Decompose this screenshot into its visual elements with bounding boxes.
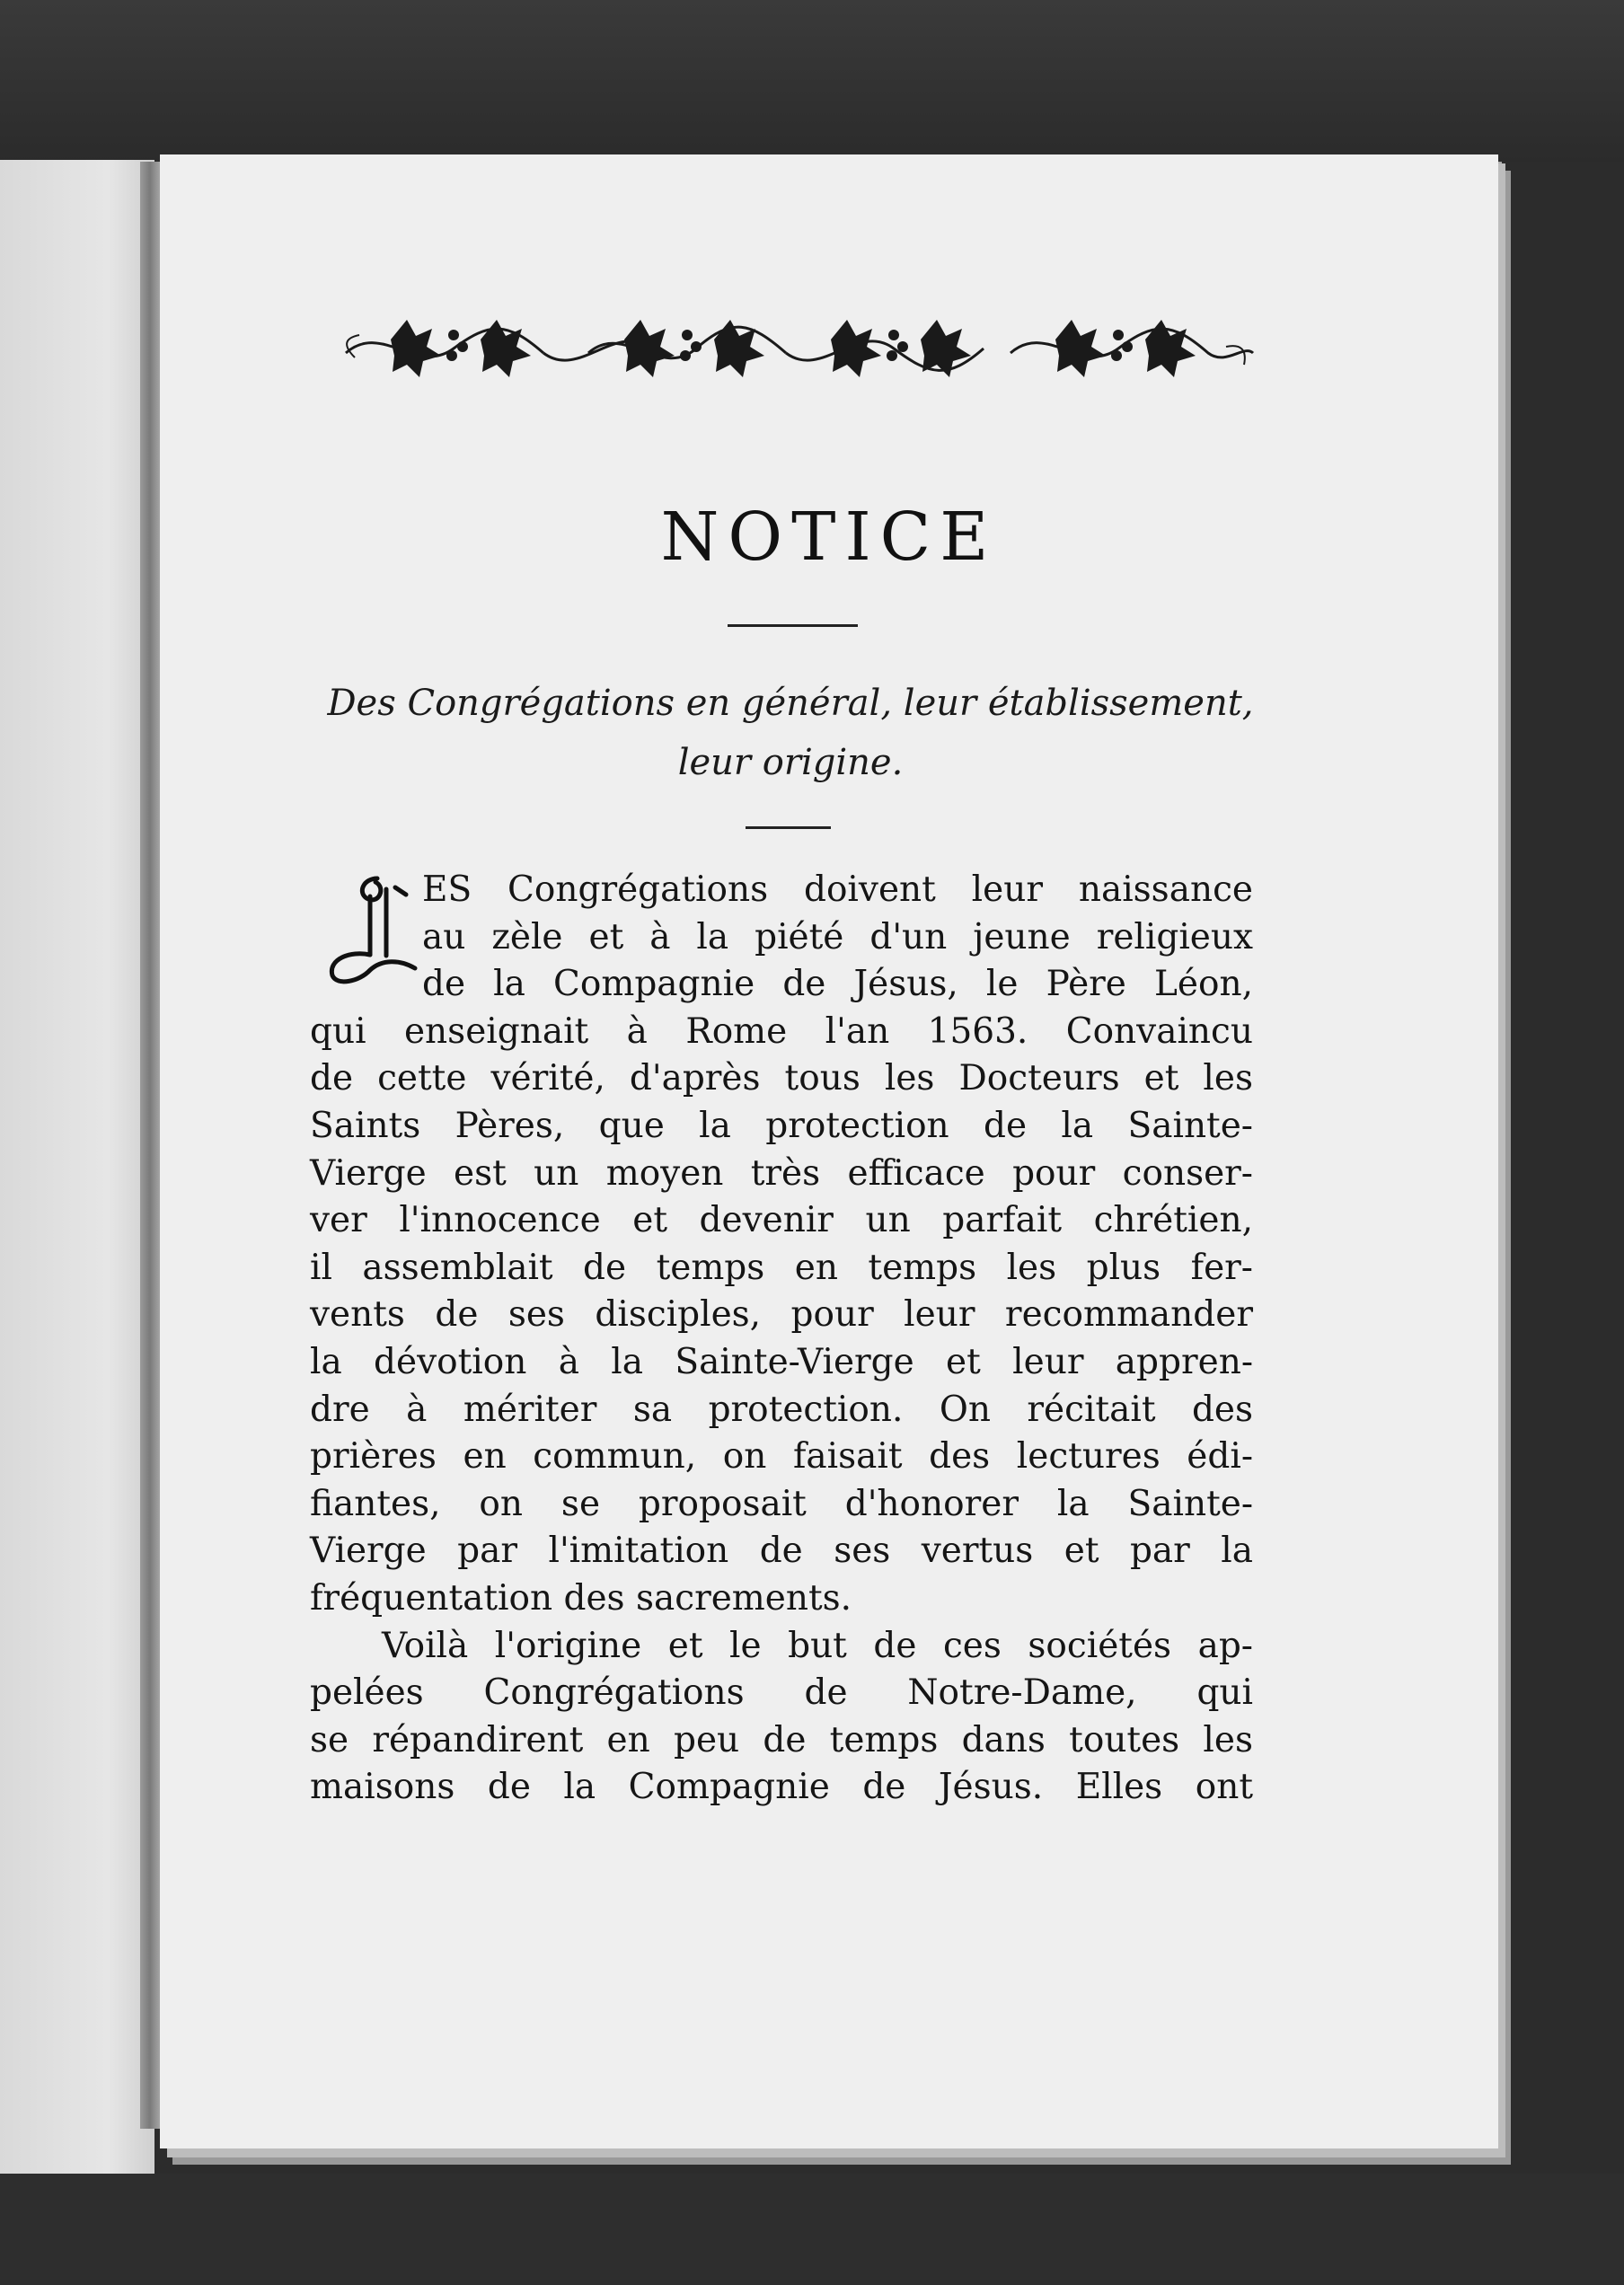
book-spine — [140, 162, 160, 2129]
text-line: la dévotion à la Sainte-Vierge et leur appren- — [310, 1341, 1253, 1382]
text-line: se répandirent en peu de temps dans toutes les — [310, 1719, 1253, 1760]
subtitle-line: Des Congrégations en général, leur établissement, — [327, 683, 1254, 724]
subtitle-divider — [746, 826, 831, 829]
page-title: NOTICE — [660, 498, 998, 576]
text-line: Voilà l'origine et le but de ces sociétés ap- — [382, 1625, 1253, 1666]
title-divider — [728, 624, 858, 627]
facing-page-edge — [0, 160, 154, 2176]
text-line: ver l'innocence et devenir un parfait chrétien, — [310, 1200, 1253, 1241]
scan-background-top — [0, 0, 1624, 162]
drop-cap-letter: L — [320, 923, 321, 924]
text-line: fiantes, on se proposait d'honorer la Sainte- — [310, 1483, 1253, 1524]
body-text — [310, 867, 1253, 1812]
scan-background-bottom — [0, 2174, 1624, 2285]
text-line: pelées Congrégations de Notre-Dame, qui — [310, 1672, 1253, 1714]
text-line: maisons de la Compagnie de Jésus. Elles ont — [310, 1767, 1253, 1808]
text-line: qui enseignait à Rome l'an 1563. Convaincu — [310, 1010, 1253, 1052]
text-line: de cette vérité, d'après tous les Docteurs et les — [310, 1058, 1253, 1099]
text-line: il assemblait de temps en temps les plus fer- — [310, 1247, 1253, 1288]
subtitle — [287, 674, 1293, 792]
text-line: fréquentation des sacrements. — [310, 1577, 852, 1619]
text-line: Vierge est un moyen très efficace pour conser- — [310, 1152, 1253, 1194]
text-line: vents de ses disciples, pour leur recommander — [310, 1294, 1253, 1336]
text-line: dre à mériter sa protection. On récitait des — [310, 1389, 1253, 1430]
text-line: ES Congrégations doivent leur naissance — [422, 869, 1253, 910]
floral-vine-ornament-icon — [328, 304, 1262, 393]
text-line: au zèle et à la piété d'un jeune religieux — [422, 916, 1253, 957]
text-line: Saints Pères, que la protection de la Sainte- — [310, 1105, 1253, 1146]
text-line: Vierge par l'imitation de ses vertus et par la — [310, 1531, 1253, 1572]
text-line: de la Compagnie de Jésus, le Père Léon, — [422, 964, 1253, 1005]
text-line: prières en commun, on faisait des lectures édi- — [310, 1436, 1253, 1478]
subtitle-line: leur origine. — [677, 742, 904, 783]
